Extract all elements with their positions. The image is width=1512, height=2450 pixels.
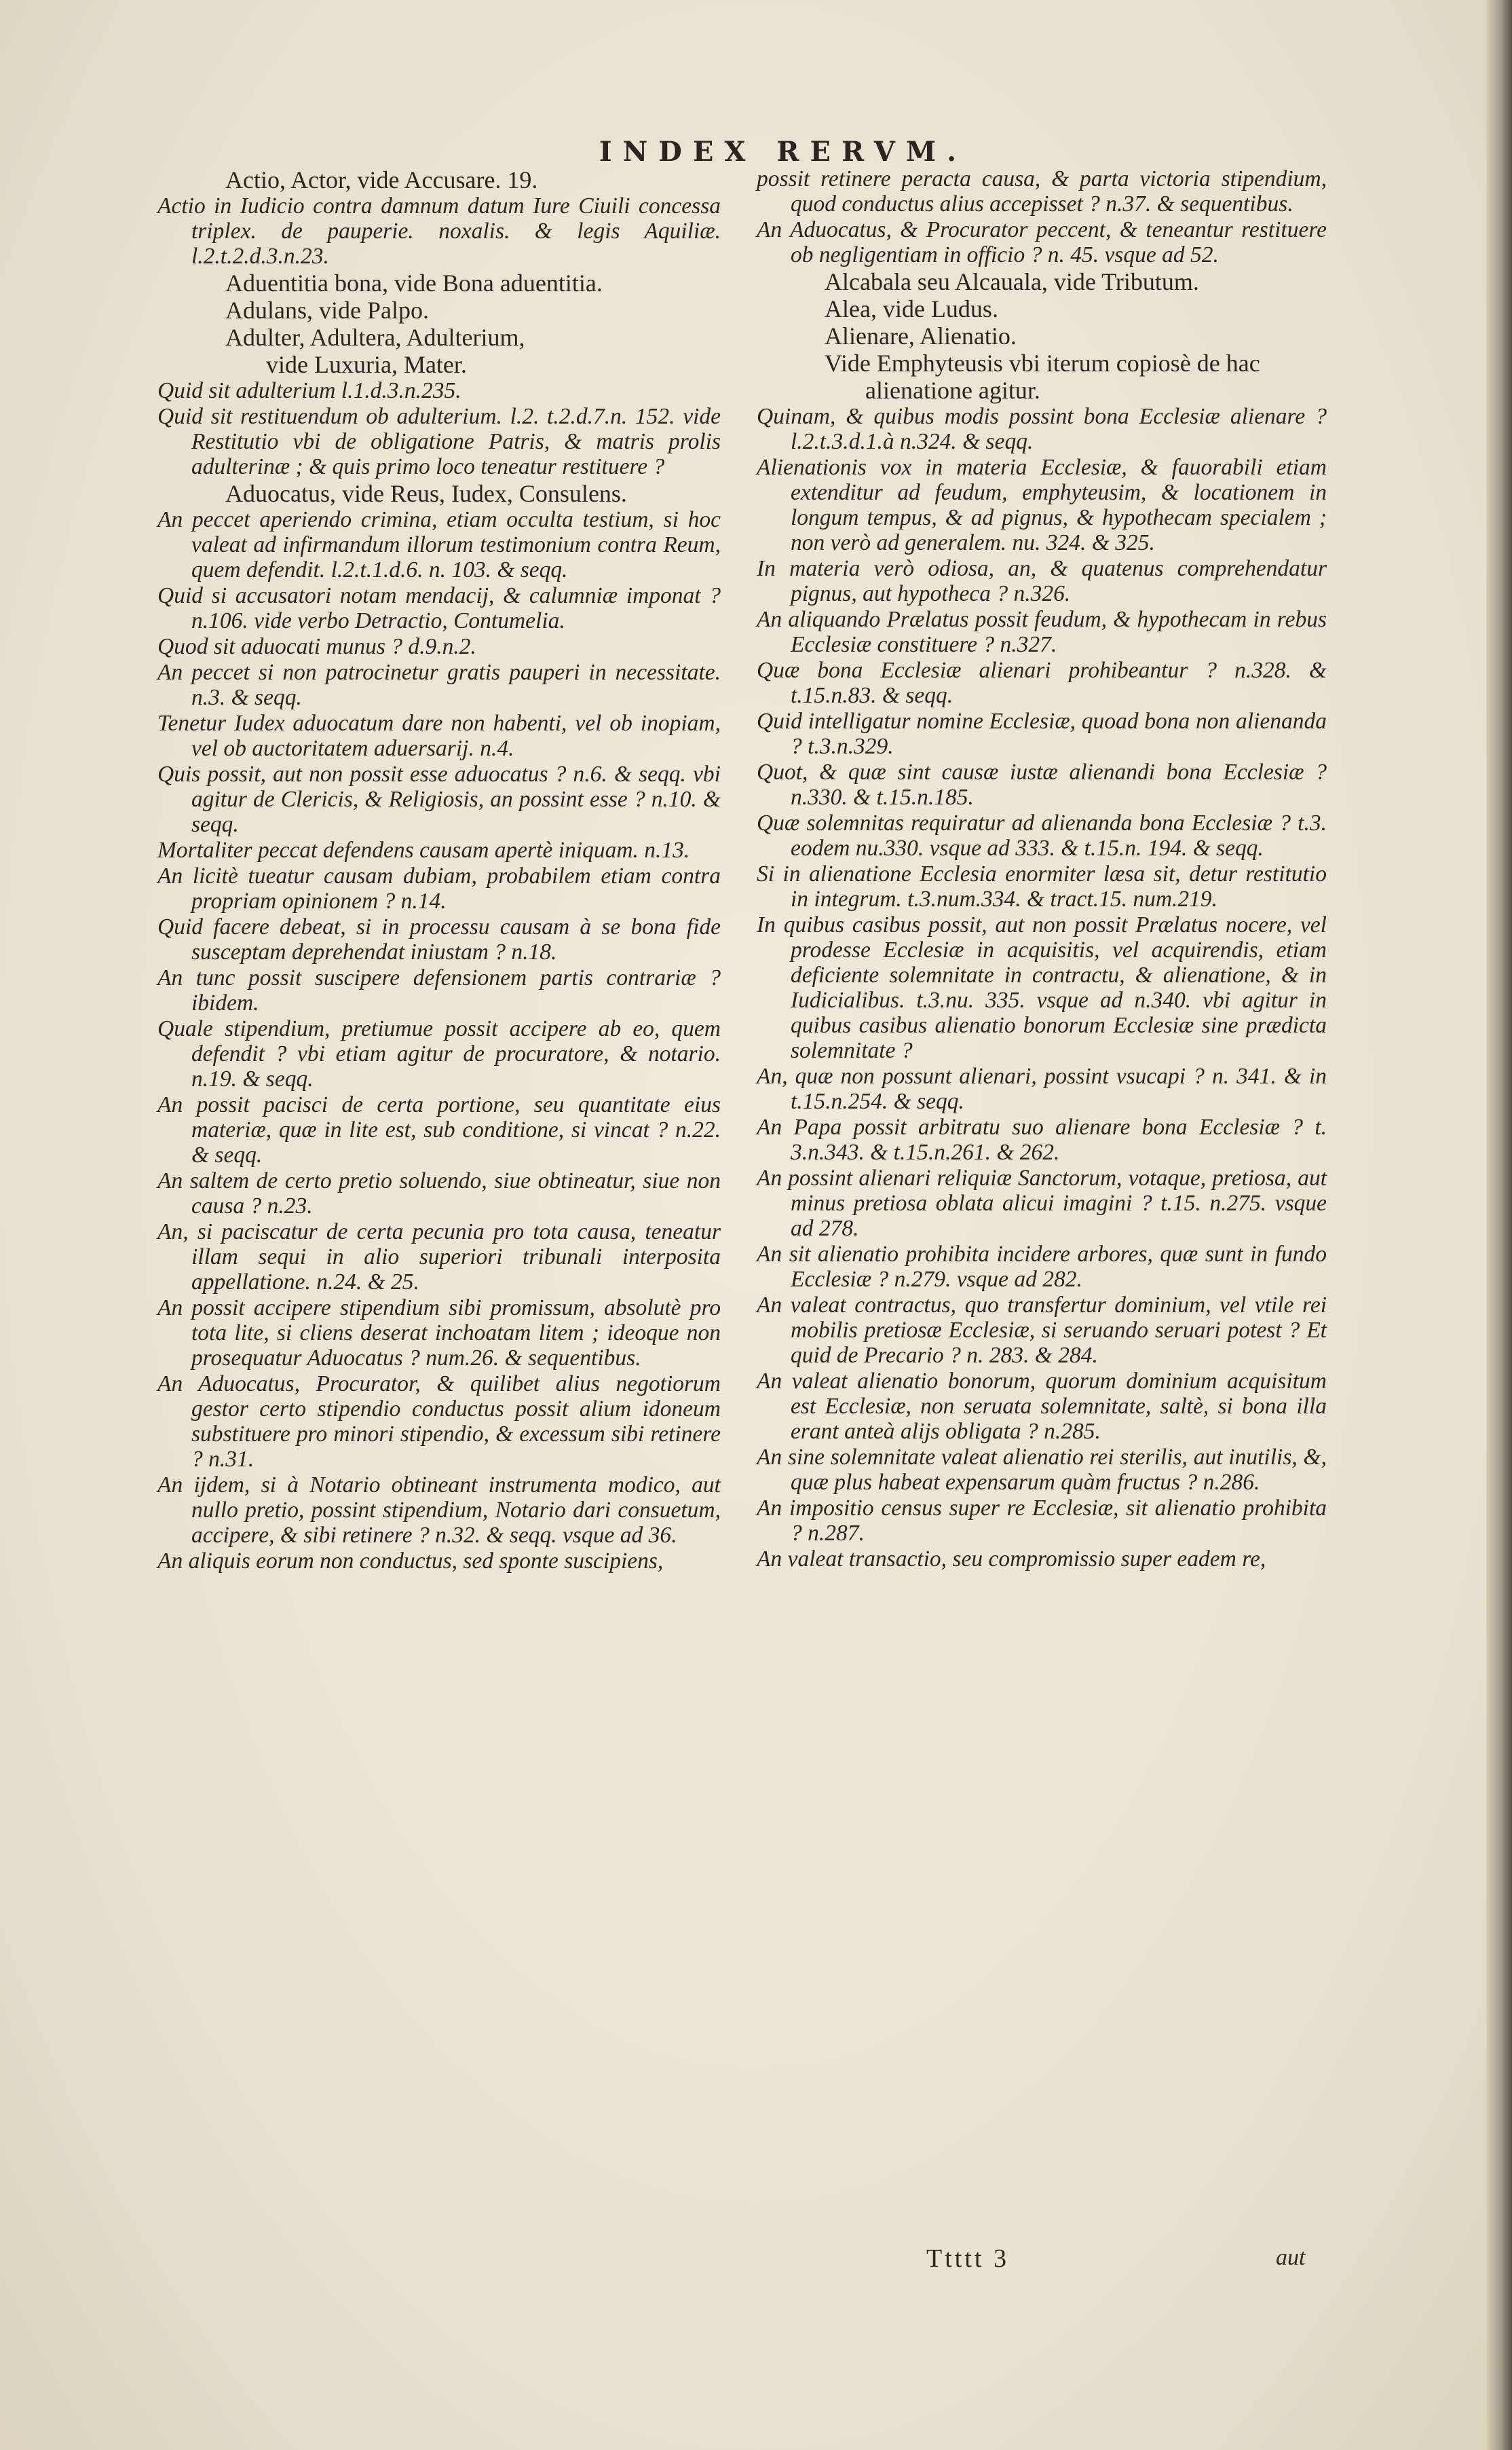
index-entry: Quid si accusatori notam mendacij, & calumniæ imponat ? n.106. vide verbo Detractio, Contumelia.	[157, 583, 721, 633]
index-heading: Alienare, Alienatio.	[825, 322, 1017, 350]
index-heading: Aduentitia bona, vide Bona aduentitia.	[225, 270, 603, 297]
index-heading: Actio, Actor, vide Accusare. 19.	[225, 166, 538, 193]
page-header: INDEX RERVM.	[599, 136, 968, 168]
index-entry: Quæ solemnitas requiratur ad alienanda bona Ecclesiæ ? t.3. eodem nu.330. vsque ad 333. & t.15.n. 194. & seqq.	[757, 811, 1327, 861]
index-entry: An valeat contractus, quo transfertur dominium, vel vtile rei mobilis pretiosæ Ecclesiæ, si seruando seruari potest ? Et quid de Precario ? n. 283. & 284.	[757, 1293, 1327, 1368]
index-entry: An aliquis eorum non conductus, sed sponte suscipiens,	[157, 1548, 664, 1574]
index-entry: Quis possit, aut non possit esse aduocatus ? n.6. & seqq. vbi agitur de Clericis, & Religiosis, an possint esse ? n.10. & seqq.	[157, 762, 721, 837]
index-entry: An sit alienatio prohibita incidere arbores, quæ sunt in fundo Ecclesiæ ? n.279. vsque ad 282.	[757, 1242, 1327, 1292]
index-heading: Alea, vide Ludus.	[825, 295, 998, 322]
index-entry: An valeat transactio, seu compromissio super eadem re,	[757, 1546, 1266, 1572]
catchword: aut	[1276, 2245, 1306, 2270]
index-entry: Quot, & quæ sint causæ iustæ alienandi bona Ecclesiæ ? n.330. & t.15.n.185.	[757, 760, 1327, 810]
index-entry: Actio in Iudicio contra damnum datum Iure Ciuili concessa triplex. de pauperie. noxalis. & legis Aquiliæ. l.2.t.2.d.3.n.23.	[157, 193, 721, 269]
index-entry: Si in alienatione Ecclesia enormiter læsa sit, detur restitutio in integrum. t.3.num.334. & tract.15. num.219.	[757, 861, 1327, 912]
index-entry: Tenetur Iudex aduocatum dare non habenti, vel ob inopiam, vel ob auctoritatem aduersarij. n.4.	[157, 711, 721, 761]
index-entry: An peccet si non patrocinetur gratis pauperi in necessitate. n.3. & seqq.	[157, 660, 721, 710]
index-heading: Adulter, Adultera, Adulterium,	[225, 324, 525, 351]
index-heading: Alcabala seu Alcauala, vide Tributum.	[825, 268, 1199, 295]
index-heading: Vide Emphyteusis vbi iterum copiosè de hac alienatione agitur.	[825, 350, 1260, 404]
index-entry: Quid sit restituendum ob adulterium. l.2. t.2.d.7.n. 152. vide Restitutio vbi de obligatione Patris, & matris prolis adulterinæ ; & quis primo loco teneatur restituere ?	[157, 404, 721, 479]
index-entry: Mortaliter peccat defendens causam apertè iniquam. n.13.	[157, 838, 690, 863]
index-entry: An Papa possit arbitratu suo alienare bona Ecclesiæ ? t. 3.n.343. & t.15.n.261. & 262.	[757, 1115, 1327, 1165]
index-entry: An valeat alienatio bonorum, quorum dominium acquisitum est Ecclesiæ, non seruata solemnitate, saltè, si bona illa erant anteà alijs obligata ? n.285.	[757, 1369, 1327, 1444]
right-column	[757, 166, 1327, 1572]
left-column	[157, 166, 721, 1574]
index-entry: An Aduocatus, Procurator, & quilibet alius negotiorum gestor certo stipendio conductus possit alium idoneum substituere pro minori stipendio, & excessum sibi retinere ? n.31.	[157, 1371, 721, 1472]
index-entry: An impositio census super re Ecclesiæ, sit alienatio prohibita ? n.287.	[757, 1496, 1327, 1546]
index-entry: An ijdem, si à Notario obtineant instrumenta modico, aut nullo pretio, possint stipendium, Notario dari consuetum, accipere, & sibi retinere ? n.32. & seqq. vsque ad 36.	[157, 1472, 721, 1548]
index-entry: In quibus casibus possit, aut non possit Prælatus nocere, vel prodesse Ecclesiæ in acquisitis, vel acquirendis, etiam deficiente solemnitate in contractu, & alienatione, & in Iudicialibus. t.3.nu. 335. vsque ad n.340. vbi agitur in quibus casibus alienatio bonorum Ecclesiæ sine prædicta solemnitate ?	[757, 912, 1327, 1063]
signature-mark: Ttttt 3	[926, 2244, 1009, 2273]
index-entry: An saltem de certo pretio soluendo, siue obtineatur, siue non causa ? n.23.	[157, 1168, 721, 1219]
index-entry: possit retinere peracta causa, & parta victoria stipendium, quod conductus alius accepisset ? n.37. & sequentibus.	[757, 166, 1327, 217]
index-entry: An possit accipere stipendium sibi promissum, absolutè pro tota lite, si cliens deserat inchoatam litem ; ideoque non prosequatur Aduocatus ? num.26. & sequentibus.	[157, 1295, 721, 1371]
index-heading-continuation: vide Luxuria, Mater.	[266, 351, 467, 378]
index-entry: Quid intelligatur nomine Ecclesiæ, quoad bona non alienanda ? t.3.n.329.	[757, 709, 1327, 759]
index-entry: An aliquando Prælatus possit feudum, & hypothecam in rebus Ecclesiæ constituere ? n.327.	[757, 607, 1327, 657]
index-entry: Quid sit adulterium l.1.d.3.n.235.	[157, 378, 461, 403]
index-entry: An licitè tueatur causam dubiam, probabilem etiam contra propriam opinionem ? n.14.	[157, 864, 721, 914]
index-entry: An, si paciscatur de certa pecunia pro tota causa, teneatur illam sequi in alio superiori tribunali interposita appellatione. n.24. & 25.	[157, 1219, 721, 1295]
index-entry: An possit pacisci de certa portione, seu quantitate eius materiæ, quæ in lite est, sub conditione, si vincat ? n.22. & seqq.	[157, 1092, 721, 1168]
index-entry: Quæ bona Ecclesiæ alienari prohibeantur ? n.328. & t.15.n.83. & seqq.	[757, 658, 1327, 708]
index-entry: An tunc possit suscipere defensionem partis contrariæ ? ibidem.	[157, 965, 721, 1016]
index-entry: An Aduocatus, & Procurator peccent, & teneantur restituere ob negligentiam in officio ? n. 45. vsque ad 52.	[757, 217, 1327, 267]
index-entry: Quod sit aduocati munus ? d.9.n.2.	[157, 634, 476, 659]
index-entry: An peccet aperiendo crimina, etiam occulta testium, si hoc valeat ad infirmandum illorum testimonium contra Reum, quem defendit. l.2.t.1.d.6. n. 103. & seqq.	[157, 507, 721, 582]
index-entry: Quid facere debeat, si in processu causam à se bona fide susceptam deprehendat iniustam ? n.18.	[157, 914, 721, 965]
index-heading: Aduocatus, vide Reus, Iudex, Consulens.	[225, 480, 627, 507]
index-entry: An sine solemnitate valeat alienatio rei sterilis, aut inutilis, &, quæ plus habeat expensarum quàm fructus ? n.286.	[757, 1445, 1327, 1495]
index-entry: Alienationis vox in materia Ecclesiæ, & fauorabili etiam extenditur ad feudum, emphyteusim, & locationem in longum tempus, & ad pignus, & hypothecam specialem ; non verò ad generalem. nu. 324. & 325.	[757, 455, 1327, 555]
index-entry: In materia verò odiosa, an, & quatenus comprehendatur pignus, aut hypotheca ? n.326.	[757, 556, 1327, 606]
index-entry: An possint alienari reliquiæ Sanctorum, votaque, pretiosa, aut minus pretiosa oblata alicui imagini ? t.15. n.275. vsque ad 278.	[757, 1166, 1327, 1241]
index-entry: Quinam, & quibus modis possint bona Ecclesiæ alienare ? l.2.t.3.d.1.à n.324. & seqq.	[757, 404, 1327, 454]
index-heading: Adulans, vide Palpo.	[225, 297, 429, 324]
index-entry: An, quæ non possunt alienari, possint vsucapi ? n. 341. & in t.15.n.254. & seqq.	[757, 1064, 1327, 1114]
page-spine-shadow	[1486, 0, 1512, 2450]
index-entry: Quale stipendium, pretiumue possit accipere ab eo, quem defendit ? vbi etiam agitur de procuratore, & notario. n.19. & seqq.	[157, 1016, 721, 1092]
